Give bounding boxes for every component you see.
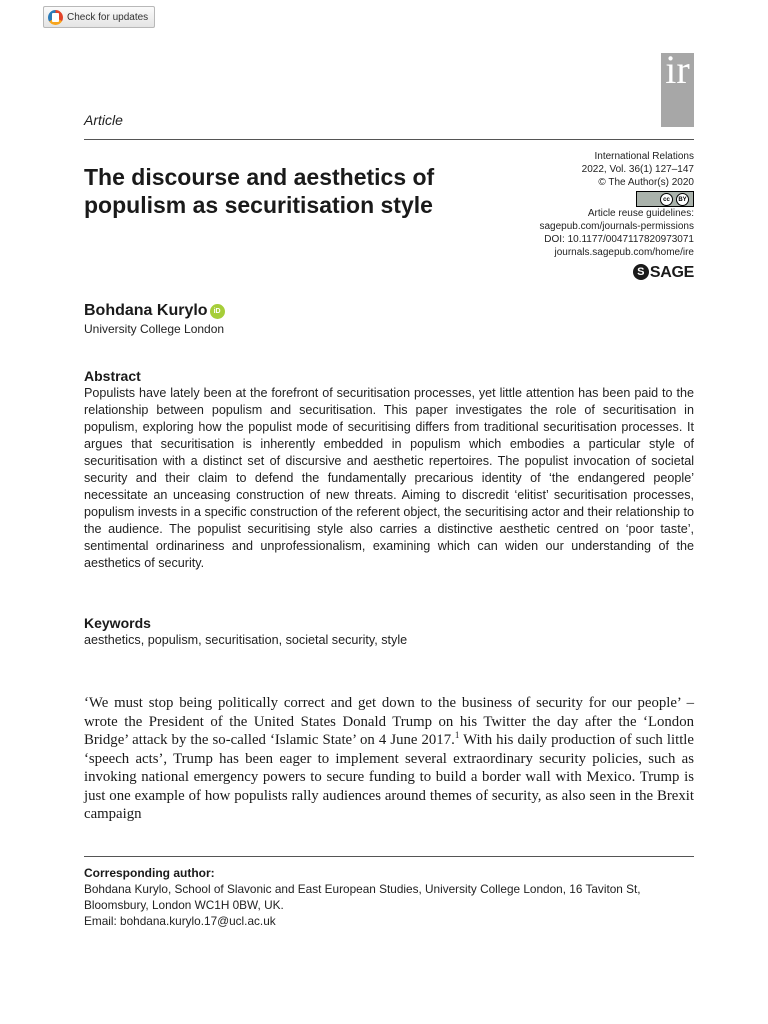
crossmark-icon bbox=[48, 10, 63, 25]
corresponding-address: Bohdana Kurylo, School of Slavonic and East European Studies, University College London, 16 Taviton St, Bloomsbury, London WC1H 0BW, UK. bbox=[84, 882, 641, 912]
volume-info: 2022, Vol. 36(1) 127–147 bbox=[581, 164, 694, 175]
header-divider bbox=[84, 139, 694, 140]
author-affiliation: University College London bbox=[84, 322, 225, 336]
footer-divider bbox=[84, 856, 694, 857]
license-badge-row bbox=[484, 189, 694, 207]
body-text-part-2: With his daily production of such little ‘speech acts’, Trump has been eager to implement several extraordinary security policies, such as invoking national emergency powers to secure funding to build a border wall with Mexico. Trump is just one example of how populists rally audiences around themes of security, as also seen in the Brexit campaign bbox=[84, 732, 694, 822]
corresponding-email[interactable]: Email: bohdana.kurylo.17@ucl.ac.uk bbox=[84, 914, 276, 928]
copyright-line: © The Author(s) 2020 bbox=[598, 177, 694, 188]
keywords-heading: Keywords bbox=[84, 615, 151, 631]
article-title: The discourse and aesthetics of populism as securitisation style bbox=[84, 164, 435, 218]
corresponding-author-details bbox=[84, 881, 699, 929]
check-for-updates-button[interactable] bbox=[43, 6, 155, 28]
publisher-name: SAGE bbox=[649, 263, 694, 281]
footnote-reference[interactable]: 1 bbox=[454, 730, 460, 741]
publisher-logo bbox=[484, 264, 694, 280]
abstract-text: Populists have lately been at the forefront of securitisation processes, yet little attention has been paid to the relationship between populism and securitisation. This paper investigates the role of securitisation in populism, exploring how the populist mode of securitising differs from traditional securitisation processes. It argues that securitisation is inherently embedded in populism which embodies a particular style of securitisation with a distinct set of discursive and aesthetic repertoires. The populist invocation of societal security and their claim to defend the fundamentally precarious identity of ‘the endangered people’ necessitate an unceasing construction of new threats. Aiming to discredit ‘elitist’ securitisation processes, populism invests in a specific construction of the referent object, the securitising actor and their relationship to the audience. The populist securitising style also carries a distinctive aesthetic centred on ‘poor taste’, sentimental ordinariness and unprofessionalism, examining which can widen our understanding of the aesthetics of security. bbox=[84, 386, 694, 570]
author-name: Bohdana Kurylo bbox=[84, 302, 208, 319]
doi-link[interactable]: DOI: 10.1177/0047117820973071 bbox=[544, 234, 694, 245]
cc-icon: cc bbox=[660, 193, 673, 206]
article-type: Article bbox=[84, 112, 123, 128]
sage-mark-icon: S bbox=[633, 264, 649, 280]
cc-by-license-badge[interactable] bbox=[636, 191, 694, 207]
journal-url-link[interactable]: journals.sagepub.com/home/ire bbox=[554, 247, 694, 258]
by-attribution-icon: BY bbox=[676, 193, 689, 206]
journal-logo: ir bbox=[661, 53, 694, 127]
keywords-list: aesthetics, populism, securitisation, societal security, style bbox=[84, 633, 408, 647]
body-text-part-1: ‘We must stop being politically correct and get down to the business of security for our people’ – wrote the President of the United States Donald Trump on his Twitter the day after the ‘London Bridge’ attack by the so-called ‘Islamic State’ on 4 June 2017. bbox=[84, 695, 694, 748]
journal-name: International Relations bbox=[594, 151, 694, 162]
reuse-link[interactable]: sagepub.com/journals-permissions bbox=[539, 221, 694, 232]
article-metadata bbox=[484, 150, 694, 280]
author-line bbox=[84, 302, 225, 320]
check-for-updates-label: Check for updates bbox=[67, 11, 149, 23]
reuse-label: Article reuse guidelines: bbox=[587, 208, 694, 219]
body-paragraph bbox=[84, 694, 694, 824]
corresponding-author-heading: Corresponding author: bbox=[84, 866, 215, 880]
abstract-heading: Abstract bbox=[84, 368, 141, 384]
orcid-icon[interactable]: iD bbox=[210, 304, 225, 319]
